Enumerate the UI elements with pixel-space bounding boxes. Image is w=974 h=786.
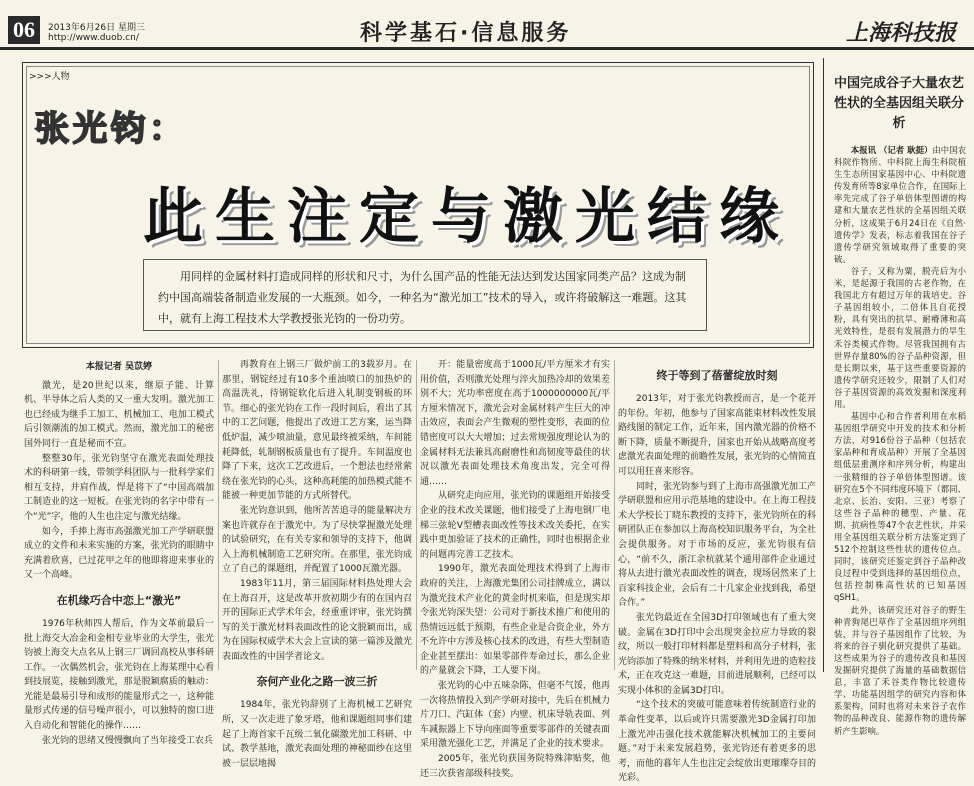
- column-divider: [218, 360, 219, 670]
- article-paragraph: 1990年，激光表面处理技术得到了上海市政府的关注，上海激光集团公司挂牌成立，满以为激光技术产业化的黄金时机来临，但是现实却令张光钧深失望：公司对于新技术推广和使用的热情远远低于预期，有些企业是合资企业，外方不允许中方涉及核心技术的改进，有些大型制造企业甚至摆出：如果零部件寿命过长，那么企业的产量就会下降，工人要下岗。: [420, 564, 610, 677]
- newspaper-logo: 上海科技报: [845, 20, 956, 46]
- sidebar-headline: 中国完成谷子大量农艺性状的全基因组关联分析: [833, 76, 964, 131]
- article-paragraph: 张光钧的心中五味杂陈，但毫不气馁，他再一次将热情投入到产学研对接中，先后在机械力片刀口、汽缸体（套）内壁、机床导轨表面、列车减振器上下导向座面等重要零部件的关键表面采用激光强化工艺，并满足了企业的技术要求。: [420, 681, 610, 750]
- sidebar-byline: 本报讯 （记者 耿挺）: [850, 145, 933, 155]
- article-paragraph: 张光钧的思绪又慢慢飘向了当年接受工农兵: [42, 735, 214, 746]
- article-paragraph: 同时，张光钧参与到了上海市高强激光加工产学研联盟和应用示范基地的建设中。在上海工程技术大学校长丁晓东教授的支持下，张光钧所在的科研团队正在参加以上海高校知识服务平台，为全社会提供服务。对于市场的反应，张光钧很有信心，“前不久，浙江余杭就某个通用部件企业通过将从去进行激光表面改性的调查，现场居然来了上百家科技企业，会后有二十几家企业找到我，希望合作。”: [618, 481, 817, 609]
- article-paragraph: 2013年，对于张光钧教授而言，是一个花开的年份。年初，他参与了国家高能束材料改性发展路线图的制定工作，近年来，国内激光器的价格不断下降，质量不断提升，国家也开始从战略高度考虑激光表面处理的前瞻性发展，张光钧的心情简直可以用狂喜来形容。: [618, 394, 817, 477]
- issue-date: 2013年6月26日 星期三: [48, 23, 145, 33]
- column-divider: [416, 360, 417, 670]
- sidebar-article: [834, 144, 966, 736]
- site-url[interactable]: http://www.duob.cn/: [48, 33, 139, 43]
- article-paragraph: 2005年，张光钧获国务院特殊津贴奖，他还三次获省部级科技奖。: [420, 754, 610, 779]
- article-column-1: [24, 358, 214, 746]
- feature-frame: [22, 62, 814, 348]
- sidebar-paragraph: 基因中心和合作者利用在水稻基因组学研究中开发的技术和分析方法，对916份谷子品种（包括农家品种和育成品种）开展了全基因组低层重测序和序列分析，构建出一张精细的谷子单倍体型图谱。该研究在5个不同纬度环境下（都同、北京、长治、安阳、三亚）考察了这些谷子品种的穗型、产量、花期、抗病性等47个农艺性状，并采用全基因组关联分析方法鉴定到了512个控制这些性状的遗传位点。同时，该研究还鉴定到谷子品种改良过程中受到选择的基因组位点，包括控制株高性状的已知基因qSH1。: [834, 411, 966, 603]
- article-paragraph: 再教育在上钢三厂做炉前工的3载岁月。在那里，钢锭经过有10多个重油喷口的加热炉的高温洗礼，待钢锭软化后进入轧制变钢板的环节。细心的张光钧在工作一段时间后，看出了其中的工艺问题，他提出了改进工艺方案，运当降低炉温，减少喷油量，意见最终被采纳，车间能耗降低，轧制钢板质量也有了提升。车间温度也降了下来，这次工艺改进后，一个想法也经常萦绕在张光钧的心头，这种高耗能的加热模式能不能被一种更加节能的方式所替代。: [222, 360, 412, 502]
- column-divider: [614, 360, 615, 670]
- article-paragraph: 1984年，张光钧辞别了上海机械工艺研究所，又一次走进了象牙塔，他和课题组同事们建起了上海首家千瓦级二氧化碳激光加工科研、中试、教学基地，激光表面处理的神秘面纱在这里被一层层地揭: [222, 700, 412, 769]
- article-paragraph: 激光，是20世纪以来，继原子能、计算机、半导体之后人类的又一重大发明。激光加工也已经成为继手工加工、机械加工、电加工模式后引领潮流的加工模式。然而，激光加工的秘密国外同行一直是秘而不宣。: [24, 380, 214, 449]
- article-paragraph: 整整30年，张光钧坚守在激光表面处理技术的科研第一线，带领学科团队与一批科学家们相互支持，并肩作战，悍是将下了“中国高端加工制造业的这一短板。在张光钧的名字中带有一个“光”字，他的人生也注定与激光结缘。: [24, 453, 214, 522]
- article-column-4: [618, 358, 817, 784]
- article-paragraph: 如今，手捧上海市高强激光加工产学研联盟成立的文件和未来实施的方案，张光钧的眼睛中充满着欣喜，已过花甲之年的他即将迎来事业的又一个高峰。: [24, 526, 214, 581]
- sidebar-paragraph: 此外，该研究还对谷子的野生种青狗尾巴草作了全基因组序列组装，并与谷子基因组作了比较，为将来的谷子驯化研究提供了基础。这些成果为谷子的遗传改良和基因发掘研究提供了海量的基础数据信息，丰富了禾谷类作物比较遗传学、功能基因组学的研究内容和体系架构，同时也将对未来谷子农作物的品种改良、能源作物的遗传解析产生影响。: [834, 604, 966, 736]
- article-paragraph: 张光钧意识到，他所苦苦追寻的能量解决方案也许就存在于激光中。为了尽快掌握激光处理的试验研究，在有关专家和领导的支持下，他调入上海机械制造工艺研究所。在那里，张光钧成立了自己的课题组，并配置了1000瓦激光器。: [222, 505, 412, 575]
- lead-paragraph: 用同样的金属材料打造成同样的形状和尺寸，为什么国产品的性能无法达到发达国家同类产品？这成为制约中国高端装备制造业发展的一大瓶颈。如今，一种名为“激光加工”技术的导入，或许将破解这一难题。这其中，就有上海工程技术大学教授张光钧的一份功劳。: [143, 259, 707, 331]
- article-column-2: [222, 358, 412, 769]
- sidebar-paragraph: 谷子，又称为粟，脱壳后为小米，是起源于我国的古老作物，在我国北方有超过万年的栽培史。谷子基因组较小，二倍体且自花授粉，具有突出的抗旱、耐瘠薄和高光效特性，是很有发展潜力的旱生禾谷类模式作物。尽管我国拥有古世界存量80%的谷子品种资源，但是长期以来，基于这些重要资源的遗传学研究还较少，限制了人们对谷子基因资源的高效发掘和深度利用。: [834, 265, 966, 409]
- page-number: 06: [8, 16, 40, 44]
- article-paragraph: 1983年11月，第三届国际材料热处理大会在上海召开，这是改革开放初期少有的在国内召开的国际正式学术年会，经重重评审，张光钧撰写的关于激光材料表面改性的论文脱颖而出，成为在国际权威学术大会上宣读的第一篇涉及激光表面改性的中国学者论文。: [222, 578, 412, 662]
- article-paragraph: 张光钧最近在全国3D打印领域也有了重大突破。金属在3D打印中会出现突金拉应力导致的裂纹，所以一般打印材料都是塑料和高分子材料，张光钧添加了特殊的纳米材料，并利用先进的造粒技术，正在攻克这一难题，目前进展顺利，已经可以实现小体积的金属3D打印。: [618, 612, 817, 696]
- article-paragraph: 1976年秋师四人帮后，作为文革前最后一批上海交大冶金和金相专业毕业的大学生，张光钧被上海交大点名从上钢三厂调回高校从事科研工作。一次偶然机会，张光钧在上海某理中心看到技展览，接触到激光，那是脱颖腐质的触动：光能是最易引导和成形的能量形式之一，这种能量形式传递的信号噪声很小，可以独特的窗口进入自动化和智能化的操作……: [24, 618, 214, 732]
- article-subhead: 在机缘巧合中恋上“激光”: [56, 593, 182, 607]
- article-column-3: [420, 358, 610, 779]
- article-subhead: 终于等到了蓓蕾绽放时刻: [656, 369, 778, 382]
- article-subhead: 奈何产业化之路一波三折: [256, 675, 378, 689]
- section-title: 科学基石·信息服务: [360, 21, 572, 46]
- article-paragraph: “这个技术的突破可能意味着传统制造行业的革命性变革，以后或许只需要激光3D金属打印加上激光冲击强化技术就能解决机械加工的主要问题。”对于未来发展趋势，张光钧还有着更多的思考，而他的暮年人生也注定会绽放出更璀璨夺目的光彩。: [618, 700, 817, 784]
- article-paragraph: 从研究走向应用，张光钧的课题组开始接受企业的技术改关课题，他们接受了上海电钢厂电梯三弦轮V型槽表面改性等技术改关委托，在实践中更加验证了技术的正确性，同时也根据企业的问题再完善工艺技术。: [420, 491, 610, 560]
- main-headline: 此生注定与激光结缘: [143, 182, 791, 252]
- kicker-label: >>>人物: [29, 72, 70, 82]
- sidebar-divider: [823, 58, 824, 672]
- sidebar-paragraph: 由中国农科院作物所、中科院上海生科院植生生态所国家基因中心、中科院遗传发育所等8家单位合作，在国际上率先完成了谷子单倍体型图谱的构建和大量农艺性状的全基因组关联分析，这成果于6月24日在《自然·遗传学》发表，标志着我国在谷子遗传学研究领域取得了重要的突破。: [834, 145, 966, 264]
- article-paragraph: 开：能量密度高于1000瓦/平方厘米才有实用价值，否则激光处理与淬火加热冷却的效果差别不大；光功率密度在高于1000000000瓦/平方厘米情况下，激光会对金属材料产生巨大的冲击效应，表面会产生微观的塑性变形，表面的位错密度可以大大增加；过去常规强度理论认为的金属材料无法兼具高耐磨性和高韧度等最佳的状况以激光表面处理技术角度出发，完全可得通……: [420, 360, 610, 487]
- article-byline: 本报记者 吴苡婷: [85, 362, 153, 372]
- person-name-title: 张光钧：: [35, 109, 187, 149]
- masthead: [0, 0, 974, 50]
